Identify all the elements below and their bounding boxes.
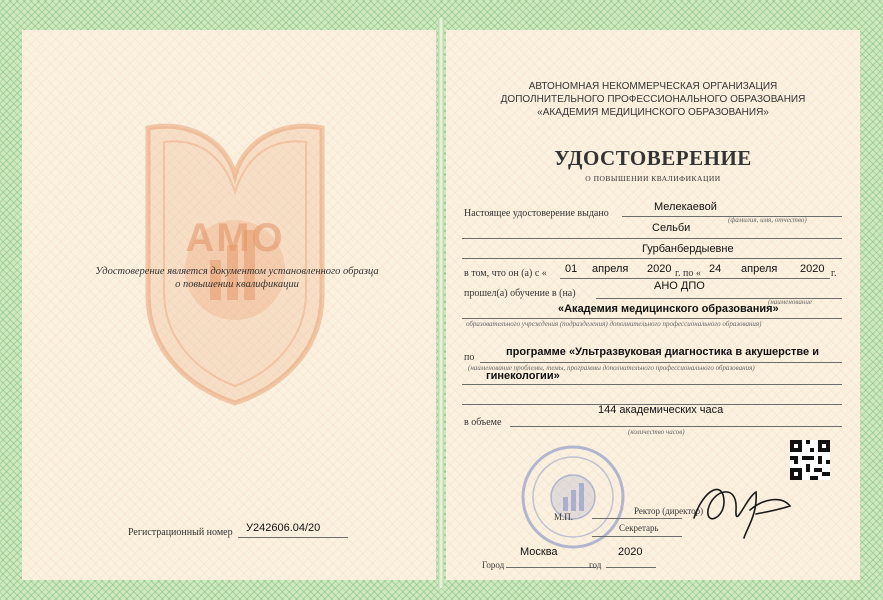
program-po-label: по — [464, 352, 475, 363]
city-value: Москва — [520, 546, 558, 558]
from-day: 01 — [565, 263, 578, 275]
program-line-2: гинекологии» — [486, 370, 560, 382]
program-hint: (наименование проблемы, темы, программы дополнительного профессионального образования) — [468, 364, 755, 372]
g-end-label: г. — [831, 268, 837, 279]
hours-value: 144 академических часа — [598, 404, 724, 416]
statement-line-1: Удостоверение является документом установленного образца — [95, 266, 379, 277]
from-year: 2020 — [647, 263, 672, 275]
patronymic-value: Гурбанбердыевне — [642, 243, 734, 255]
from-month: апреля — [592, 263, 629, 275]
to-day: 24 — [709, 263, 722, 275]
page-fold — [438, 18, 444, 588]
org-line-1: АВТОНОМНАЯ НЕКОММЕРЧЕСКАЯ ОРГАНИЗАЦИЯ — [528, 81, 778, 92]
year-label: год — [589, 560, 602, 570]
academy-watermark-logo — [140, 120, 330, 410]
rector-signature — [686, 470, 796, 545]
right-page — [446, 30, 860, 580]
document-subtitle: О ПОВЫШЕНИИ КВАЛИФИКАЦИИ — [585, 174, 721, 183]
registration-number: У242606.04/20 — [246, 522, 321, 534]
rector-label: Ректор (директор) — [634, 506, 704, 516]
g-po-label: г. по « — [675, 268, 701, 279]
mp-label: М.П. — [554, 512, 574, 522]
city-label: Город — [482, 560, 505, 570]
org-hint: (наименование — [768, 298, 812, 306]
secretary-label: Секретарь — [619, 523, 659, 533]
surname-value: Мелекаевой — [654, 201, 717, 213]
left-page — [22, 30, 436, 580]
org-full-value: «Академия медицинского образования» — [558, 303, 779, 315]
to-month: апреля — [741, 263, 778, 275]
org-short-value: АНО ДПО — [654, 280, 705, 292]
year-value: 2020 — [618, 546, 643, 558]
qr-code-icon — [790, 440, 830, 480]
issued-label: Настоящее удостоверение выдано — [464, 208, 609, 219]
volume-label: в объеме — [464, 417, 502, 428]
org-hint-2: образовательного учреждения (подразделения) дополнительного профессионального образования) — [466, 320, 762, 328]
org-line-3: «АКАДЕМИЯ МЕДИЦИНСКОГО ОБРАЗОВАНИЯ» — [537, 107, 769, 118]
to-year: 2020 — [800, 263, 825, 275]
logo-text: АМО — [185, 216, 285, 260]
first-name-value: Сельби — [652, 222, 691, 234]
fio-hint: (фамилия, имя, отчество) — [728, 216, 807, 224]
statement-line-2: о повышении квалификации — [175, 279, 299, 290]
document-title: УДОСТОВЕРЕНИЕ — [554, 146, 752, 170]
hours-hint: (количество часов) — [628, 428, 685, 436]
program-line-1: программе «Ультразвуковая диагностика в акушерстве и — [506, 346, 819, 358]
registration-label: Регистрационный номер — [128, 527, 233, 538]
period-label: в том, что он (а) с « — [464, 268, 547, 279]
trained-label: прошел(а) обучение в (на) — [464, 288, 576, 299]
org-line-2: ДОПОЛНИТЕЛЬНОГО ПРОФЕССИОНАЛЬНОГО ОБРАЗОВАНИЯ — [500, 94, 806, 105]
